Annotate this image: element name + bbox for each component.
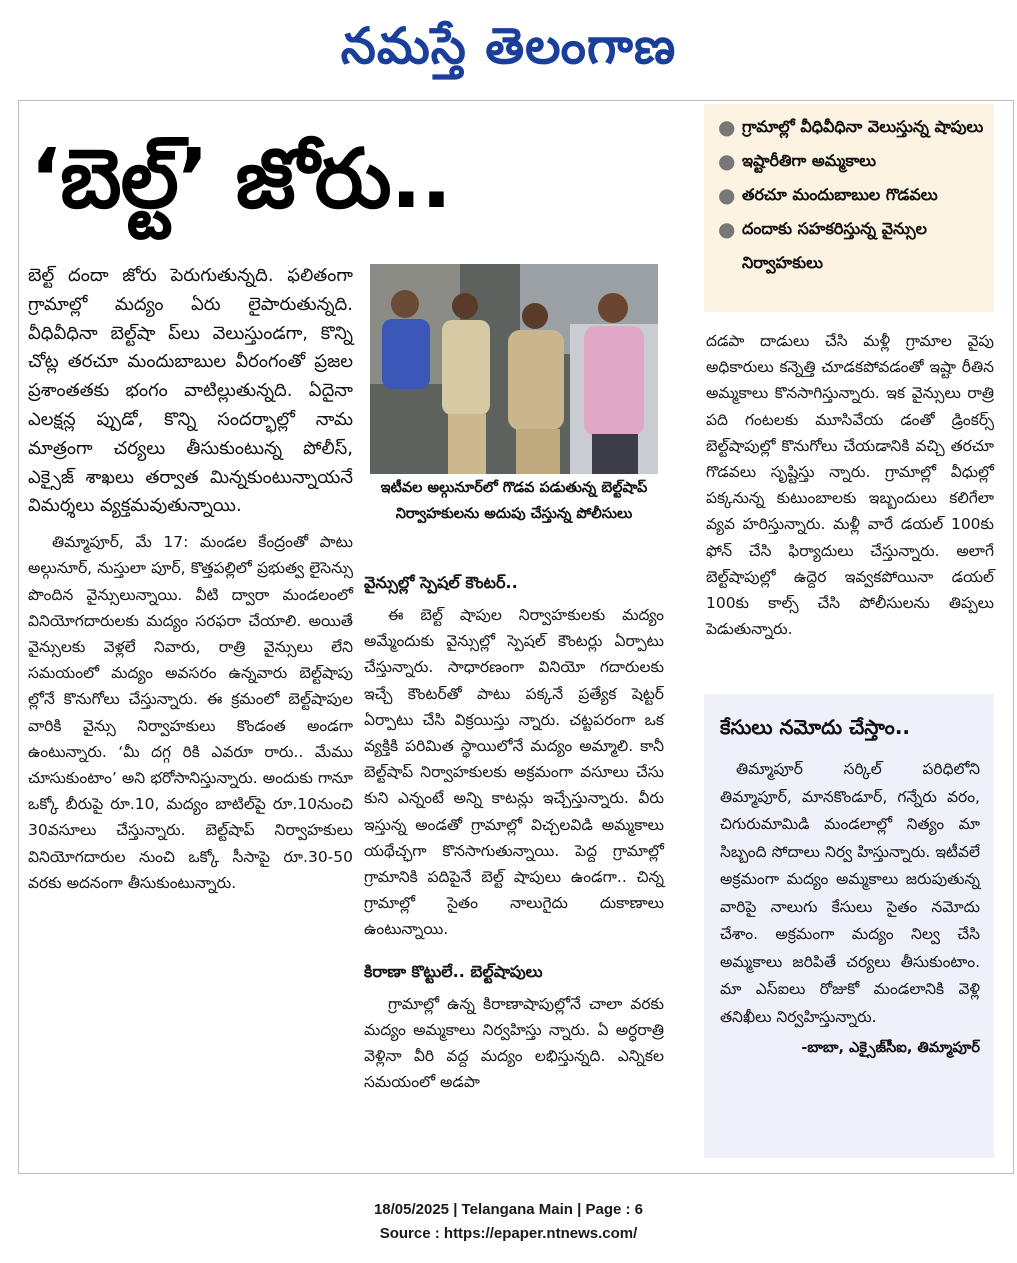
bullet-dot-icon: ● <box>718 115 736 139</box>
article-body-4: దడపా దాడులు చేసి మళ్లీ గ్రామాల వైపు అధికారులు కన్నెత్తి చూడకపోవడంతో ఇష్టా రీతిన అమ్మకాలు కొనసాగిస్తున్నారు. ఇక వైన్సులు రాత్రి పది గంటలకు మూసివేయ డంతో డ్రింకర్స్‌ బెల్ట్‌షాపుల్లో కొనుగోలు చేయడానికి వచ్చి తరచూ గొడవలు సృష్టిస్తు న్నారు. గ్రామాల్లో వీధుల్లో పక్కనున్న కుటుంబాలకు ఇబ్బందులు కలిగేలా వ్యవ హరిస్తున్నారు. మళ్లీ వారే డయల్‌ 100కు ఫోన్‌ చేసి ఫిర్యాదులు చేస్తున్నారు. అలాగే బెల్ట్‌షాపుల్లో ఉద్దెర ఇవ్వకపోయినా డయల్‌ 100కు కాల్స్‌ చేసి పోలీసులను తిప్పలు పెడుతున్నారు. <box>706 332 994 639</box>
article-lead: బెల్ట్‌ దందా జోరు పెరుగుతున్నది. ఫలితంగా గ్రామాల్లో మద్యం ఏరు లైపారుతున్నది. వీధివీధినా బెల్ట్‌షా ప్‌లు వెలుస్తుండగా, కొన్ని చోట్ల తరచూ మందుబాబుల వీరంగంతో ప్రజల ప్రశాంతతకు భంగం వాటిల్లుతున్నది. ఏదైనా ఎలక్షన్ల ప్పుడో, కొన్ని సందర్భాల్లో నామ మాత్రంగా చర్యలు తీసుకుంటున్న పోలీస్‌, ఎక్సైజ్‌ శాఖలు తర్వాత మిన్నకుంటున్నాయనే విమర్శలు వ్యక్తమవుతున్నాయి. <box>28 265 353 517</box>
footer-source: Source : https://epaper.ntnews.com/ <box>379 1225 638 1242</box>
highlight-item: ● ఇష్టారీతిగా అమ్మకాలు <box>712 144 984 178</box>
article-headline: ‘బెల్ట్‌’ జోరు.. <box>30 132 451 227</box>
highlights-box <box>704 104 994 312</box>
bullet-dot-icon: ● <box>718 217 736 241</box>
quote-box-body: తిమ్మాపూర్‌ సర్కిల్‌ పరిధిలోని తిమ్మాపూర్‌, మానకొండూర్‌, గన్నేరు వరం, చిగురుమామిడి మండలాల్లో నిత్యం మా సిబ్బంది సోదాలు నిర్వ హిస్తున్నారు. ఇటీవలే అక్రమంగా మద్యం అమ్మకాలు జరుపుతున్న వారిపై నాలుగు కేసులు సైతం నమోదు చేశాం. అక్రమంగా మద్యం నిల్వ చేసి అమ్మకాలు జరిపితే చర్యలు తీసుకుంటాం. మా ఎస్‌ఐలు రోజుకో మండలానికి వెళ్లి తనిఖీలు నిర్వహిస్తున్నారు. <box>720 760 980 1026</box>
column-2 <box>364 566 664 1095</box>
footer-date-edition: 18/05/2025 | Telangana Main | Page : 6 <box>373 1201 644 1218</box>
masthead-logo: నమస్తే తెలంగాణ <box>340 16 677 75</box>
bullet-dot-icon: ● <box>718 183 736 207</box>
column-3 <box>706 328 994 642</box>
quote-signature: -బాబా, ఎక్సైజ్‌సీఐ, తిమ్మాపూర్‌ <box>801 1040 980 1056</box>
subhead-special-counter: వైన్సుల్లో స్పెషల్‌ కౌంటర్‌.. <box>364 573 518 592</box>
quote-box-title: కేసులు నమోదు చేస్తాం.. <box>720 715 911 739</box>
article-body-1: తిమ్మాపూర్‌, మే 17: మండల కేంద్రంతో పాటు అల్గునూర్‌, నుస్తులా పూర్‌, కొత్తపల్లిలో ప్రభుత్వ లైసెన్సు పొందిన వైన్సులున్నాయి. వీటి ద్వారా మండలంలో వినియోగదారులకు మద్యం సరఫరా చేయాలి. అయితే వైన్సులకు వెళ్లలే నివారు, రాత్రి వైన్సులు లేని సమయంలో మద్యం అవసరం ఉన్నవారు బెల్ట్‌షాపు ల్లోనే కొనుగోలు చేస్తున్నారు. ఈ క్రమంలో బెల్ట్‌షాపుల వారికి వైన్సు నిర్వాహకులు కొండంత అండగా ఉంటున్నారు. ‘మీ దగ్గ రికి ఎవరూ రారు.. మేము చూసుకుంటాం’ అని భరోసానిస్తున్నారు. అందుకు గానూ ఒక్కో బీరుపై రూ.10, మద్యం బాటిల్‌పై రూ.10నుంచి 30వసూలు చేస్తున్నారు. బెల్ట్‌షాప్‌ నిర్వాహకులు వినియోగదారుల నుంచి ఒక్కో సీసాపై రూ.30-50 వరకు అదనంగా తీసుకుంటున్నారు. <box>28 533 353 892</box>
bullet-dot-icon: ● <box>718 149 736 173</box>
article-body-2: ఈ బెల్ట్‌ షాపుల నిర్వాహకులకు మద్యం అమ్మేందుకు వైన్సుల్లో స్పెషల్‌ కౌంటర్లు ఏర్పాటు చేస్తున్నారు. సాధారణంగా వినియో గదారులకు ఇచ్చే కౌంటర్‌తో పాటు పక్కనే ప్రత్యేక షెట్టర్‌ ఏర్పాటు చేసి విక్రయిస్తు న్నారు. చట్టపరంగా ఒక వ్యక్తికి పరిమిత స్థాయిలోనే మద్యం అమ్మాలి. కానీ బెల్ట్‌షాప్‌ నిర్వాహకులకు అక్రమంగా వసూలు చేసు కుని ఎన్నంటే అన్ని కాటన్లు ఇచ్చేస్తున్నారు. వీరు ఇస్తున్న అండతో గ్రామాల్లో విచ్చలవిడి అమ్మకాలు యథేచ్ఛగా కొనసాగుతున్నాయి. పెద్ద గ్రామాల్లో గ్రామానికి పదిపైనే బెల్ట్‌ షాపులు ఉండగా.. చిన్న గ్రామాల్లో సైతం నాలుగైదు దుకాణాలు ఉంటున్నాయి. <box>364 606 664 939</box>
highlight-item: ● తరచూ మందుబాబుల గొడవలు <box>712 178 984 212</box>
highlight-item: ● గ్రామాల్లో వీధివీధినా వెలుస్తున్న షాపులు <box>712 110 984 144</box>
column-1 <box>28 262 353 896</box>
highlight-item: ● దందాకు సహకరిస్తున్న వైన్సుల నిర్వాహకులు <box>712 212 984 280</box>
article-body-3: గ్రామాల్లో ఉన్న కిరాణాషాపుల్లోనే చాలా వరకు మద్యం అమ్మకాలు నిర్వహిస్తు న్నారు. ఏ అర్ధరాత్రి వెళ్లినా వీరి వద్ద మద్యం లభిస్తున్నది. ఎన్నికల సమయంలో అడపా <box>364 994 664 1092</box>
article-photo <box>370 264 658 474</box>
photo-police-scuffle <box>370 264 658 474</box>
photo-caption: ఇటీవల అల్గునూర్‌లో గొడవ పడుతున్న బెల్ట్‌షాప్‌ నిర్వాహకులను అదుపు చేస్తున్న పోలీసులు <box>380 480 648 522</box>
subhead-kirana-shops: కిరాణా కొట్టులే.. బెల్ట్‌షాపులు <box>364 961 543 981</box>
quote-box <box>704 694 994 1158</box>
